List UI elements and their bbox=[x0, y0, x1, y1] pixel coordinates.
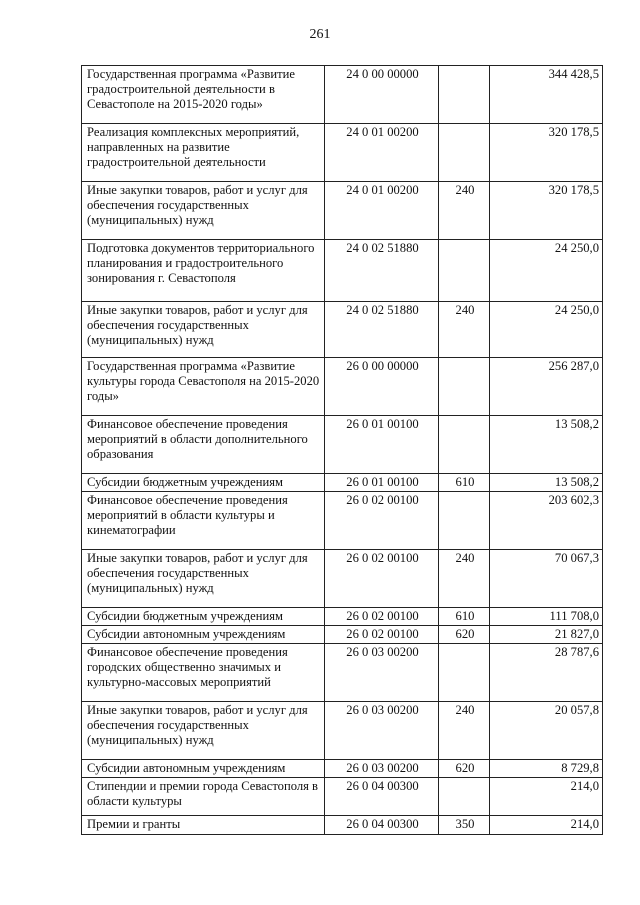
row-sum: 70 067,3 bbox=[490, 550, 603, 608]
row-name: Финансовое обеспечение проведения мероприятий в области культуры и кинематографии bbox=[82, 492, 325, 550]
row-name: Иные закупки товаров, работ и услуг для обеспечения государственных (муниципальных) нужд bbox=[82, 182, 325, 240]
table-row bbox=[82, 124, 603, 182]
row-expense-type: 610 bbox=[439, 474, 490, 492]
row-sum: 20 057,8 bbox=[490, 702, 603, 760]
row-sum: 320 178,5 bbox=[490, 182, 603, 240]
row-name: Иные закупки товаров, работ и услуг для обеспечения государственных (муниципальных) нужд bbox=[82, 702, 325, 760]
row-name: Премии и гранты bbox=[82, 816, 325, 835]
row-name: Иные закупки товаров, работ и услуг для обеспечения государственных (муниципальных) нужд bbox=[82, 550, 325, 608]
row-expense-type bbox=[439, 492, 490, 550]
row-sum: 24 250,0 bbox=[490, 240, 603, 302]
row-name: Финансовое обеспечение проведения мероприятий в области дополнительного образования bbox=[82, 416, 325, 474]
row-name: Субсидии автономным учреждениям bbox=[82, 626, 325, 644]
page-number: 261 bbox=[309, 27, 331, 42]
row-sum: 214,0 bbox=[490, 778, 603, 816]
row-expense-type: 620 bbox=[439, 626, 490, 644]
table-row bbox=[82, 702, 603, 760]
table-row bbox=[82, 550, 603, 608]
row-sum: 21 827,0 bbox=[490, 626, 603, 644]
row-name: Подготовка документов территориального планирования и градостроительного зонирования г. Севастополя bbox=[82, 240, 325, 302]
row-code: 24 0 01 00200 bbox=[325, 182, 439, 240]
table-row bbox=[82, 492, 603, 550]
row-name: Реализация комплексных мероприятий, направленных на развитие градостроительной деятельности bbox=[82, 124, 325, 182]
row-sum: 256 287,0 bbox=[490, 358, 603, 416]
row-code: 26 0 03 00200 bbox=[325, 702, 439, 760]
row-expense-type: 350 bbox=[439, 816, 490, 835]
row-code: 26 0 03 00200 bbox=[325, 644, 439, 702]
table-row bbox=[82, 302, 603, 358]
row-name: Стипендии и премии города Севастополя в области культуры bbox=[82, 778, 325, 816]
row-sum: 111 708,0 bbox=[490, 608, 603, 626]
table-row bbox=[82, 240, 603, 302]
table-row bbox=[82, 358, 603, 416]
row-code: 26 0 04 00300 bbox=[325, 778, 439, 816]
row-code: 26 0 00 00000 bbox=[325, 358, 439, 416]
table-row bbox=[82, 778, 603, 816]
budget-table bbox=[81, 65, 603, 835]
row-code: 26 0 03 00200 bbox=[325, 760, 439, 778]
row-name: Субсидии бюджетным учреждениям bbox=[82, 474, 325, 492]
row-expense-type bbox=[439, 358, 490, 416]
row-expense-type bbox=[439, 778, 490, 816]
table-row bbox=[82, 182, 603, 240]
row-code: 26 0 02 00100 bbox=[325, 550, 439, 608]
row-name: Финансовое обеспечение проведения городских общественно значимых и культурно-массовых мероприятий bbox=[82, 644, 325, 702]
table-row bbox=[82, 66, 603, 124]
row-expense-type bbox=[439, 416, 490, 474]
row-sum: 214,0 bbox=[490, 816, 603, 835]
row-expense-type bbox=[439, 240, 490, 302]
row-code: 26 0 04 00300 bbox=[325, 816, 439, 835]
table-row bbox=[82, 608, 603, 626]
row-code: 26 0 02 00100 bbox=[325, 608, 439, 626]
row-sum: 8 729,8 bbox=[490, 760, 603, 778]
row-expense-type: 240 bbox=[439, 550, 490, 608]
table-row bbox=[82, 416, 603, 474]
row-sum: 203 602,3 bbox=[490, 492, 603, 550]
table-row bbox=[82, 474, 603, 492]
row-expense-type: 240 bbox=[439, 702, 490, 760]
row-code: 26 0 01 00100 bbox=[325, 416, 439, 474]
table-row bbox=[82, 626, 603, 644]
row-expense-type: 240 bbox=[439, 302, 490, 358]
table-row bbox=[82, 644, 603, 702]
row-expense-type: 610 bbox=[439, 608, 490, 626]
row-sum: 320 178,5 bbox=[490, 124, 603, 182]
row-sum: 24 250,0 bbox=[490, 302, 603, 358]
row-sum: 13 508,2 bbox=[490, 416, 603, 474]
row-sum: 344 428,5 bbox=[490, 66, 603, 124]
row-name: Государственная программа «Развитие градостроительной деятельности в Севастополе на 2015-2020 годы» bbox=[82, 66, 325, 124]
row-code: 24 0 01 00200 bbox=[325, 124, 439, 182]
table-row bbox=[82, 816, 603, 835]
row-sum: 13 508,2 bbox=[490, 474, 603, 492]
row-code: 24 0 00 00000 bbox=[325, 66, 439, 124]
row-name: Государственная программа «Развитие культуры города Севастополя на 2015-2020 годы» bbox=[82, 358, 325, 416]
row-expense-type bbox=[439, 644, 490, 702]
row-code: 24 0 02 51880 bbox=[325, 240, 439, 302]
row-name: Субсидии бюджетным учреждениям bbox=[82, 608, 325, 626]
row-name: Субсидии автономным учреждениям bbox=[82, 760, 325, 778]
row-expense-type bbox=[439, 66, 490, 124]
row-code: 26 0 01 00100 bbox=[325, 474, 439, 492]
row-name: Иные закупки товаров, работ и услуг для обеспечения государственных (муниципальных) нужд bbox=[82, 302, 325, 358]
row-expense-type: 620 bbox=[439, 760, 490, 778]
table-row bbox=[82, 760, 603, 778]
row-sum: 28 787,6 bbox=[490, 644, 603, 702]
row-code: 26 0 02 00100 bbox=[325, 492, 439, 550]
row-code: 24 0 02 51880 bbox=[325, 302, 439, 358]
row-expense-type: 240 bbox=[439, 182, 490, 240]
row-code: 26 0 02 00100 bbox=[325, 626, 439, 644]
row-expense-type bbox=[439, 124, 490, 182]
